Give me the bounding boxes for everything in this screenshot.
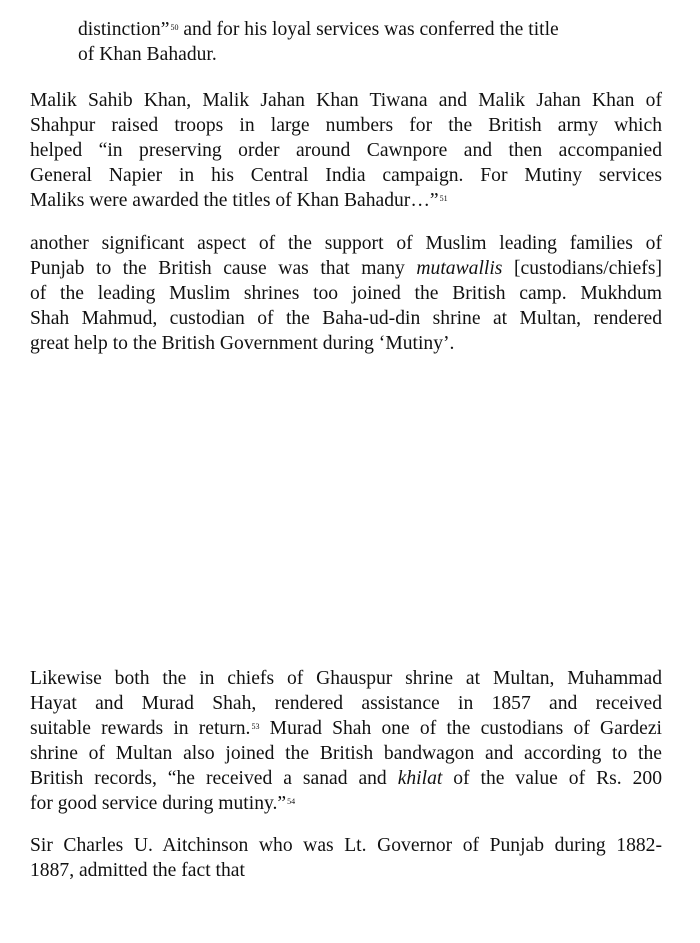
- text-line: Shah Mahmud, custodian of the Baha-ud-din shrine at Multan, rendered: [30, 307, 662, 329]
- italic-term: khilat: [397, 767, 443, 789]
- text-line: of the leading Muslim shrines too joined the British camp. Mukhdum: [30, 282, 662, 304]
- text-line: Maliks were awarded the titles of Khan Bahadur…”$^{51}$: [30, 189, 448, 211]
- block-quote: [78, 374, 613, 399]
- footnote-marker[interactable]: 53: [251, 721, 260, 731]
- footnote-marker[interactable]: 51: [439, 193, 448, 203]
- text-line: distinction”$^{50}$ and for his loyal services was conferred the title: [78, 19, 559, 40]
- text-line: Likewise both the in chiefs of Ghauspur shrine at Multan, Muhammad: [30, 668, 662, 689]
- text-line: 1887, admitted the fact that: [30, 859, 245, 881]
- text-line: British records, “he received a sanad and khilat of the value of Rs. 200: [30, 767, 662, 789]
- text-line: Hayat and Murad Shah, rendered assistance in 1857 and received: [30, 692, 662, 714]
- footnote-marker[interactable]: 54: [287, 796, 296, 806]
- text-line: Punjab to the British cause was that many mutawallis [custodians/chiefs]: [30, 257, 662, 279]
- italic-term: mutawallis: [416, 257, 503, 279]
- paragraph-mutawallis: [30, 232, 662, 357]
- text-line: General Napier in his Central India campaign. For Mutiny services: [30, 164, 662, 186]
- paragraph-maliks: [30, 89, 662, 214]
- text-line: shrine of Multan also joined the British bandwagon and according to the: [30, 742, 662, 764]
- text-line: Malik Sahib Khan, Malik Jahan Khan Tiwana and Malik Jahan Khan of: [30, 90, 662, 111]
- text-line: suitable rewards in return.$^{53}$ Murad Shah one of the custodians of Gardezi: [30, 717, 662, 739]
- text-line: for good service during mutiny.”$^{54}$: [30, 792, 296, 814]
- footnote-marker[interactable]: 50: [170, 23, 179, 32]
- quote-continuation: [78, 18, 613, 68]
- paragraph-aitchinson: [30, 834, 662, 884]
- text-line: great help to the British Government during ‘Mutiny’.: [30, 332, 455, 354]
- text-line: another significant aspect of the support of Muslim leading families of: [30, 233, 662, 254]
- text-line: Shahpur raised troops in large numbers for the British army which: [30, 114, 662, 136]
- paragraph-ghauspur: [30, 667, 662, 816]
- text-line: [78, 374, 613, 399]
- text-line: helped “in preserving order around Cawnpore and then accompanied: [30, 139, 662, 161]
- text-line: of Khan Bahadur.: [78, 43, 217, 65]
- text-line: Sir Charles U. Aitchinson who was Lt. Governor of Punjab during 1882-: [30, 835, 662, 856]
